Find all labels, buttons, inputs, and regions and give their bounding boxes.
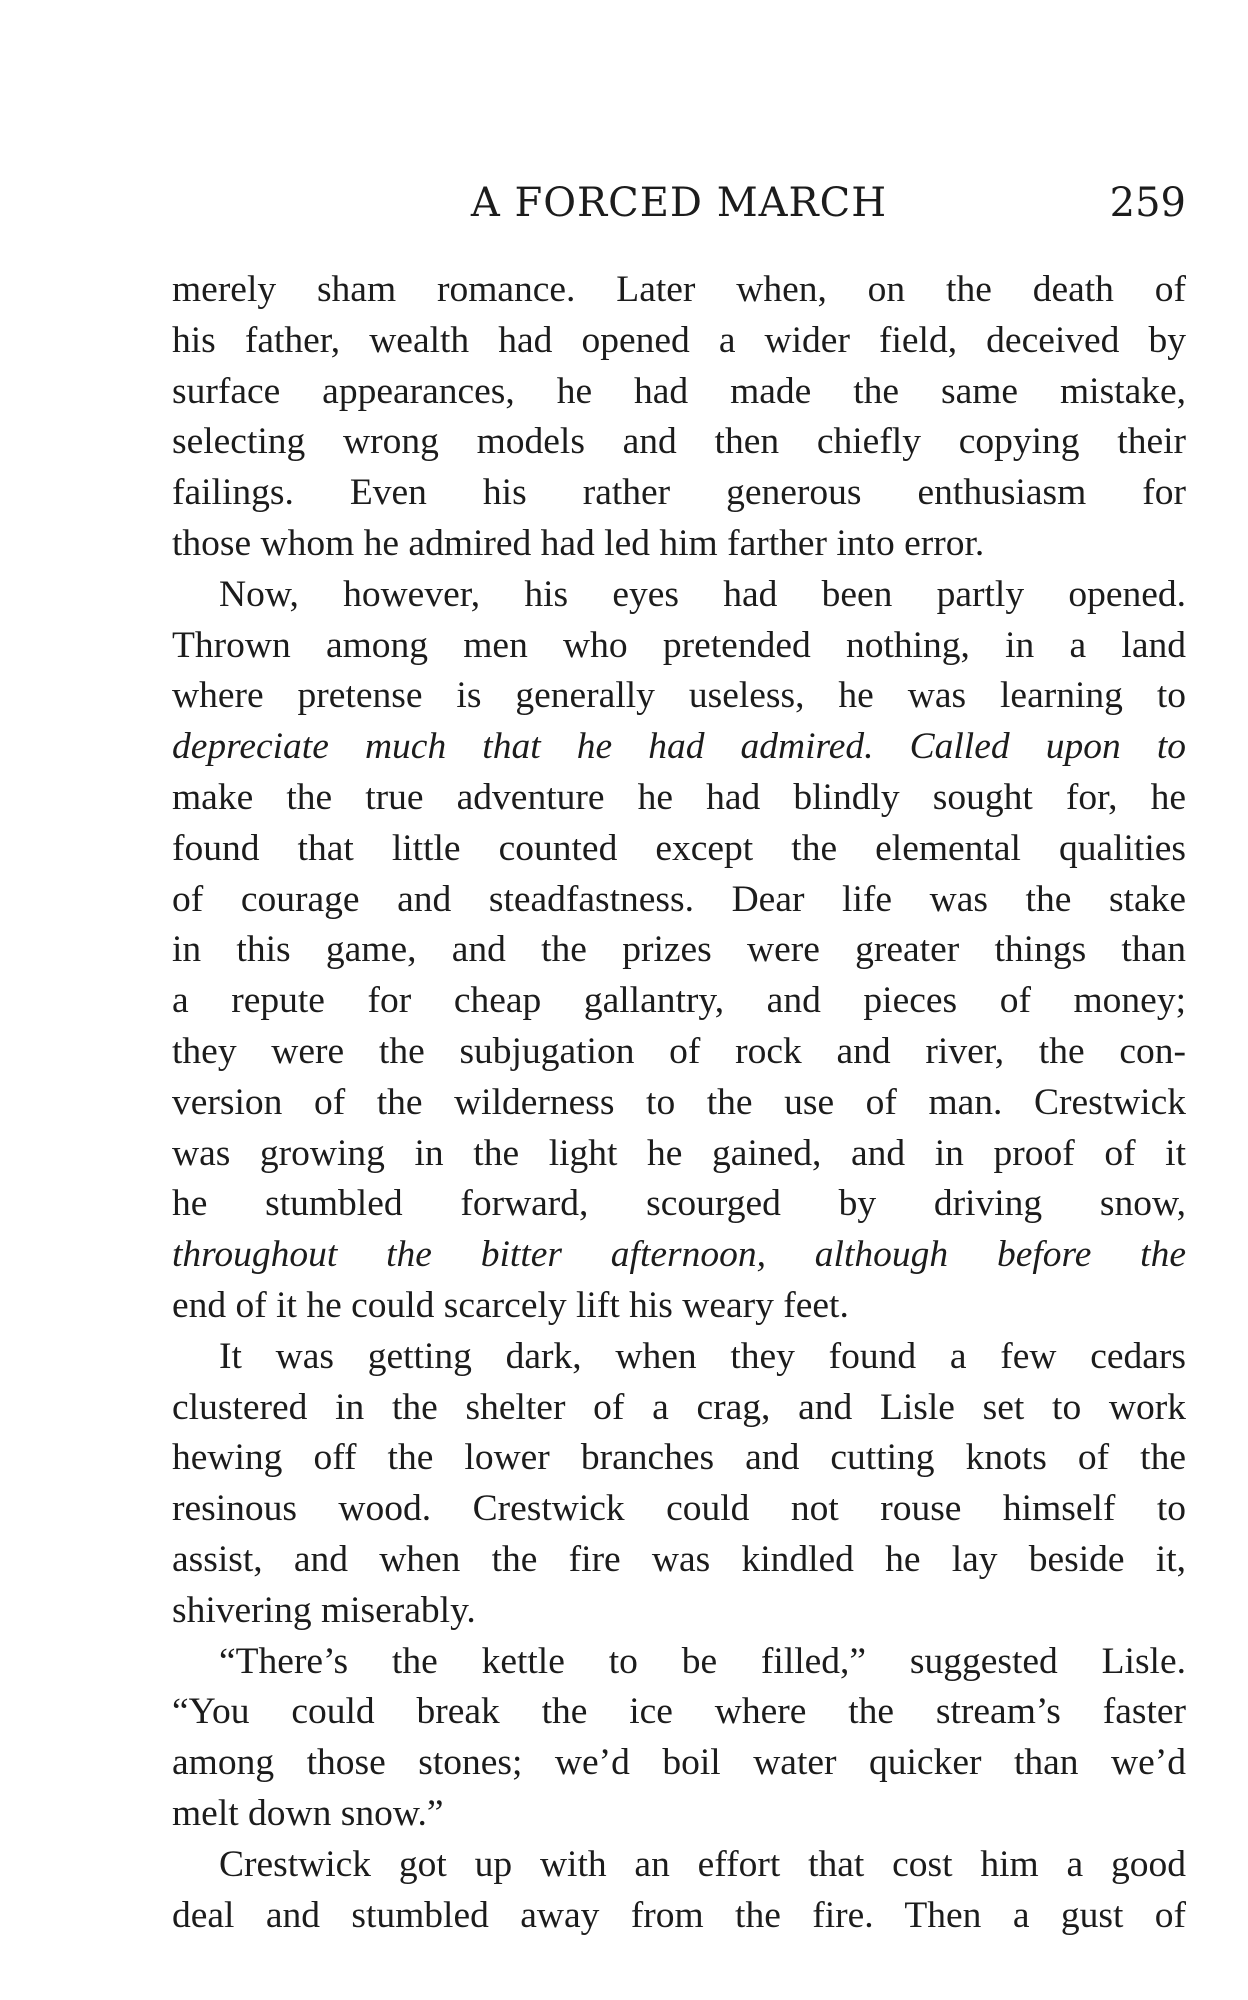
text-line: selecting wrong models and then chiefly copying their — [172, 421, 1186, 463]
page-number: 259 — [1109, 180, 1186, 226]
text-line: merely sham romance. Later when, on the death of — [172, 269, 1186, 310]
text-line: end of it he could scarcely lift his weary feet. — [172, 1284, 849, 1326]
text-line: shivering miserably. — [172, 1589, 476, 1631]
text-line: among those stones; we’d boil water quicker than we’d — [172, 1742, 1186, 1784]
text-line: failings. Even his rather generous enthusiasm for — [172, 472, 1186, 514]
text-line: version of the wilderness to the use of man. Crestwick — [172, 1081, 1186, 1123]
text-line: his father, wealth had opened a wider field, deceived by — [172, 319, 1186, 361]
text-line: throughout the bitter afternoon, although before the — [172, 1234, 1186, 1276]
text-line: was growing in the light he gained, and in proof of it — [172, 1132, 1186, 1174]
text-line: “There’s the kettle to be filled,” suggested Lisle. — [219, 1640, 1186, 1682]
text-line: resinous wood. Crestwick could not rouse himself to — [172, 1488, 1186, 1530]
text-line: those whom he admired had led him farther into error. — [172, 522, 985, 564]
text-line: they were the subjugation of rock and river, the con- — [172, 1030, 1186, 1072]
text-line: make the true adventure he had blindly sought for, he — [172, 776, 1186, 818]
chapter-title: A FORCED MARCH — [470, 180, 888, 226]
text-line: Now, however, his eyes had been partly opened. — [219, 573, 1186, 615]
text-line: where pretense is generally useless, he was learning to — [172, 675, 1186, 717]
text-line: depreciate much that he had admired. Called upon to — [172, 726, 1186, 768]
text-line: assist, and when the fire was kindled he lay beside it, — [172, 1538, 1186, 1580]
text-line: hewing off the lower branches and cutting knots of the — [172, 1437, 1186, 1479]
text-line: It was getting dark, when they found a few cedars — [219, 1335, 1186, 1377]
text-line: melt down snow.” — [172, 1792, 444, 1834]
text-line: Crestwick got up with an effort that cost him a good — [219, 1843, 1186, 1885]
text-line: he stumbled forward, scourged by driving snow, — [172, 1183, 1186, 1225]
text-line: surface appearances, he had made the same mistake, — [172, 370, 1186, 412]
text-line: “You could break the ice where the stream’s faster — [172, 1691, 1186, 1733]
text-line: deal and stumbled away from the fire. Then a gust of — [172, 1894, 1186, 1936]
text-line: found that little counted except the elemental qualities — [172, 827, 1186, 869]
text-line: a repute for cheap gallantry, and pieces of money; — [172, 980, 1186, 1022]
body-text — [172, 265, 1186, 1941]
text-line: in this game, and the prizes were greater things than — [172, 929, 1186, 971]
text-line: clustered in the shelter of a crag, and Lisle set to work — [172, 1386, 1186, 1428]
running-head — [172, 175, 1186, 231]
text-line: of courage and steadfastness. Dear life was the stake — [172, 878, 1186, 920]
text-line: Thrown among men who pretended nothing, in a land — [172, 624, 1186, 666]
